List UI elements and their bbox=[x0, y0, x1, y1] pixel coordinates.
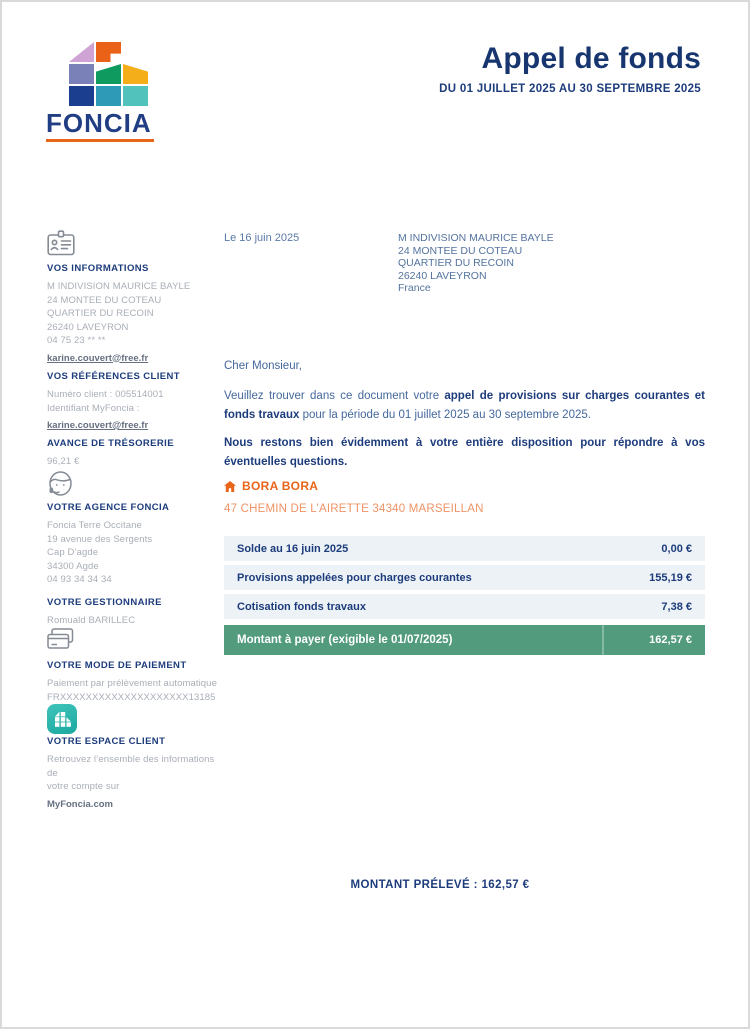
client-phone: 04 75 23 ** ** bbox=[47, 335, 106, 346]
id-card-icon bbox=[47, 230, 75, 261]
agency-address-line: 34300 Agde bbox=[47, 560, 99, 572]
myfoncia-id-email-link[interactable]: karine.couvert@free.fr bbox=[47, 420, 149, 431]
myfoncia-app-icon bbox=[47, 704, 77, 734]
paragraph-intro bbox=[224, 387, 705, 426]
agency-name: Foncia Terre Occitane bbox=[47, 520, 142, 531]
recipient-line: QUARTIER DU RECOIN bbox=[398, 257, 514, 269]
property-name: BORA BORA bbox=[242, 479, 319, 493]
foncia-logo-mark bbox=[69, 42, 148, 106]
client-email-link[interactable]: karine.couvert@free.fr bbox=[47, 352, 149, 364]
recipient-line: 24 MONTEE DU COTEAU bbox=[398, 244, 523, 257]
section-heading: VOS INFORMATIONS bbox=[47, 263, 149, 274]
recipient-line: 26240 LAVEYRON bbox=[398, 269, 487, 282]
myfoncia-app-tile bbox=[47, 704, 77, 734]
row-amount: 0,00 € bbox=[661, 542, 692, 555]
client-address-line: QUARTIER DU RECOIN bbox=[47, 308, 154, 319]
agency-address-line: Cap D’agde bbox=[47, 547, 99, 558]
agency-address-line: 19 avenue des Sergents bbox=[47, 533, 153, 545]
paragraph-closing: Nous restons bien évidemment à votre entière disposition pour répondre à vos éventuelles questions. bbox=[224, 437, 705, 469]
payment-iban-masked: FRXXXXXXXXXXXXXXXXXXXX13185 bbox=[47, 691, 216, 703]
section-references-client bbox=[47, 371, 219, 433]
section-espace-client bbox=[47, 736, 219, 812]
logo-square-navy bbox=[69, 86, 94, 106]
row-label: Provisions appelées pour charges courantes bbox=[237, 571, 472, 584]
logo-square-empty bbox=[123, 42, 148, 62]
section-avance-tresorerie bbox=[47, 438, 219, 469]
logo-square-purple bbox=[69, 64, 94, 84]
client-address-line: 24 MONTEE DU COTEAU bbox=[47, 294, 162, 306]
paragraph-text: Veuillez trouver dans ce document votre bbox=[224, 390, 445, 402]
paragraph-bold-text: appel de provisions sur charges courantes et fonds travaux bbox=[224, 390, 705, 422]
paragraph-text: pour la période du 01 juillet 2025 au 30 septembre 2025. bbox=[299, 409, 591, 422]
document-title: Appel de fonds bbox=[481, 42, 701, 75]
client-address-line: 26240 LAVEYRON bbox=[47, 321, 129, 333]
property-address: 47 CHEMIN DE L’AIRETTE 34340 MARSEILLAN bbox=[224, 503, 484, 515]
section-heading: VOTRE MODE DE PAIEMENT bbox=[47, 660, 187, 671]
document-period-subtitle: DU 01 JUILLET 2025 AU 30 SEPTEMBRE 2025 bbox=[439, 83, 701, 95]
avance-amount: 96,21 € bbox=[47, 456, 80, 467]
section-gestionnaire bbox=[47, 597, 219, 628]
foncia-logo-text: FONCIA bbox=[46, 108, 152, 138]
section-vos-informations bbox=[47, 263, 219, 366]
total-label: Montant à payer (exigible le 01/07/2025) bbox=[237, 634, 453, 646]
row-amount: 155,19 € bbox=[649, 571, 692, 584]
table-row bbox=[224, 565, 705, 590]
payment-cards-icon bbox=[47, 628, 74, 655]
logo-square-lightteal bbox=[123, 86, 148, 106]
row-amount: 7,38 € bbox=[661, 600, 692, 613]
recipient-address-block bbox=[398, 232, 554, 295]
espace-client-text: votre compte sur bbox=[47, 781, 120, 792]
logo-square-green bbox=[96, 64, 121, 84]
letter-date: Le 16 juin 2025 bbox=[224, 232, 300, 244]
payment-method: Paiement par prélèvement automatique bbox=[47, 678, 217, 689]
section-agence-foncia bbox=[47, 502, 219, 587]
recipient-line: M INDIVISION MAURICE BAYLE bbox=[398, 232, 554, 244]
logo-square-teal bbox=[96, 86, 121, 106]
logo-square-pink bbox=[69, 42, 94, 62]
table-row bbox=[224, 536, 705, 561]
support-agent-icon bbox=[47, 469, 74, 503]
myfoncia-site-link[interactable]: MyFoncia.com bbox=[47, 798, 113, 810]
section-mode-paiement bbox=[47, 660, 219, 704]
client-name: M INDIVISION MAURICE BAYLE bbox=[47, 281, 191, 292]
salutation: Cher Monsieur, bbox=[224, 360, 302, 372]
table-row bbox=[224, 594, 705, 619]
agency-phone: 04 93 34 34 34 bbox=[47, 574, 112, 585]
espace-client-text: Retrouvez l’ensemble des informations de bbox=[47, 754, 215, 779]
home-icon bbox=[224, 481, 236, 492]
myfoncia-id-label: Identifiant MyFoncia : bbox=[47, 402, 140, 414]
charges-table bbox=[224, 536, 705, 655]
section-heading: VOTRE AGENCE FONCIA bbox=[47, 502, 170, 513]
total-amount: 162,57 € bbox=[602, 625, 705, 655]
foncia-logo bbox=[46, 42, 176, 144]
row-label: Solde au 16 juin 2025 bbox=[237, 542, 349, 555]
section-heading: VOTRE GESTIONNAIRE bbox=[47, 597, 162, 608]
property-header bbox=[224, 479, 318, 493]
section-heading: AVANCE DE TRÉSORERIE bbox=[47, 438, 174, 449]
logo-square-orange bbox=[96, 42, 121, 62]
client-number: Numéro client : 005514001 bbox=[47, 389, 164, 400]
table-total-row bbox=[224, 625, 705, 655]
section-heading: VOS RÉFÉRENCES CLIENT bbox=[47, 371, 180, 382]
row-label: Cotisation fonds travaux bbox=[237, 600, 366, 613]
foncia-logo-underline bbox=[46, 139, 154, 142]
logo-square-amber bbox=[123, 64, 148, 84]
section-heading: VOTRE ESPACE CLIENT bbox=[47, 736, 166, 747]
manager-name: Romuald BARILLEC bbox=[47, 615, 136, 626]
recipient-line: France bbox=[398, 282, 431, 294]
footer-debited-amount: MONTANT PRÉLEVÉ : 162,57 € bbox=[350, 879, 530, 891]
